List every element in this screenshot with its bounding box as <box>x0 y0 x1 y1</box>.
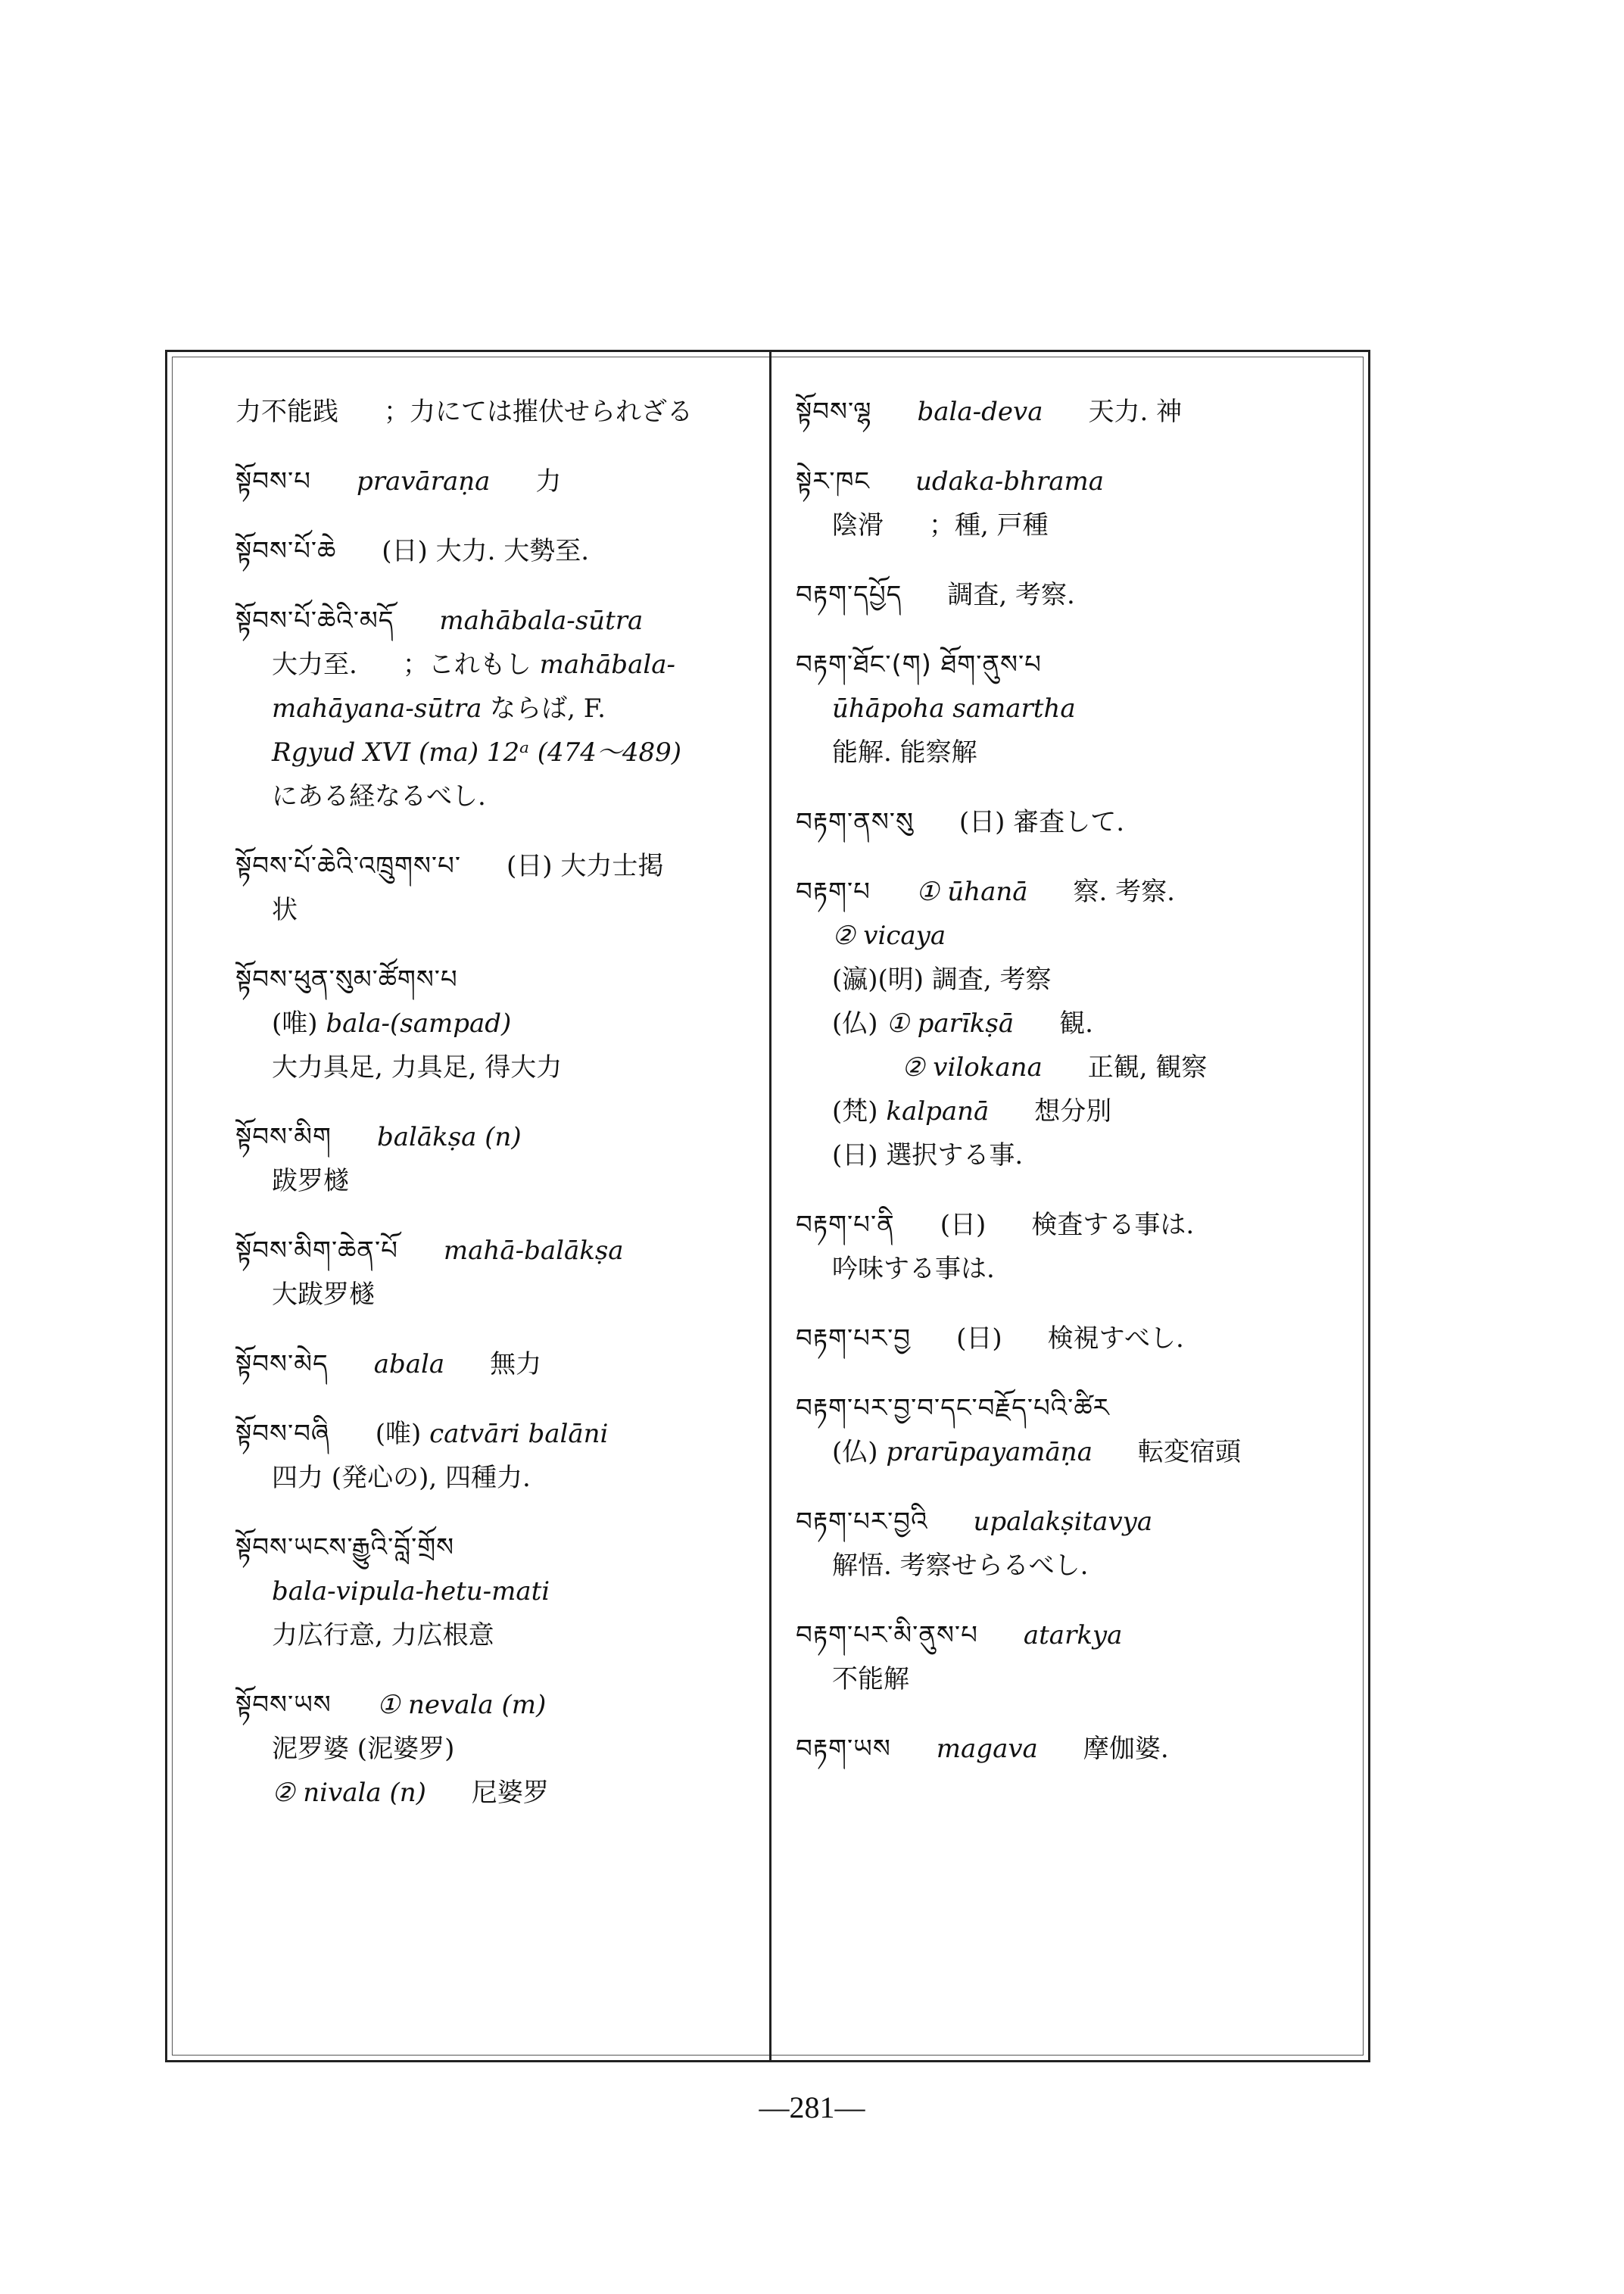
tibetan-term: སྟོབས་པོ་ཆེ <box>235 536 337 566</box>
japanese-gloss: 想分別 <box>1034 1096 1112 1127</box>
entry-definition-line <box>796 503 1356 547</box>
entry-definition-line <box>796 1247 1356 1291</box>
japanese-gloss: (唯) <box>375 1419 422 1449</box>
dictionary-entry <box>235 1342 758 1386</box>
japanese-gloss: にある経なるべし. <box>272 781 486 812</box>
entry-definition-line <box>235 643 758 687</box>
page-number: —281— <box>759 2090 865 2124</box>
japanese-gloss: 大跋罗檖 <box>272 1279 375 1310</box>
japanese-gloss: (仏) <box>832 1437 878 1467</box>
entry-headword-line <box>235 844 758 888</box>
japanese-gloss: 検視すべし. <box>1047 1323 1184 1354</box>
japanese-gloss: 調査, 考察. <box>947 580 1075 610</box>
entry-headword-line <box>796 1203 1356 1247</box>
tibetan-term: སྟོབས་པོ་ཆེའི་འཁྲུགས་པ་ <box>235 851 461 881</box>
japanese-gloss: 大力至. <box>272 650 357 680</box>
entry-definition-line <box>235 1771 758 1815</box>
entry-headword-line <box>796 870 1356 914</box>
dictionary-entry <box>796 1500 1356 1588</box>
japanese-gloss: 泥罗婆 (泥婆罗) <box>272 1734 455 1764</box>
japanese-gloss: 観. <box>1059 1008 1093 1039</box>
entry-headword-line <box>235 529 758 573</box>
tibetan-term: སྟོབས་ཡངས་རྒྱུའི་བློ་གྲོས <box>235 1532 455 1563</box>
japanese-gloss: 解悟. 考察せらるべし. <box>832 1551 1089 1581</box>
entry-headword-line <box>796 573 1356 617</box>
japanese-gloss: 能解. 能察解 <box>832 737 977 768</box>
entry-headword-line <box>235 958 758 1002</box>
dictionary-entry <box>796 1203 1356 1291</box>
entry-definition-line <box>235 1727 758 1771</box>
japanese-gloss: (唯) <box>272 1008 318 1039</box>
sanskrit-term: kalpanā <box>877 1096 990 1127</box>
tibetan-term: བརྟག་ཐོང་(ག) ཐོག་ནུས་པ <box>796 650 1042 680</box>
right-column <box>796 390 1356 2037</box>
tibetan-term: སྟེར་ཁང <box>796 466 870 497</box>
japanese-gloss: 正観, 観察 <box>1087 1052 1208 1083</box>
column-divider <box>769 352 771 2060</box>
sanskrit-term: ① parīkṣā <box>877 1008 1015 1039</box>
tibetan-term: སྟོབས་པ <box>235 466 311 497</box>
dictionary-entry <box>235 1115 758 1203</box>
japanese-gloss: (日) 選択する事. <box>832 1140 1024 1170</box>
entry-definition-line <box>235 1273 758 1317</box>
tibetan-term: བརྟག་པར་བྱ <box>796 1323 912 1354</box>
japanese-gloss: (日) 大力士掲 <box>507 851 664 881</box>
tibetan-term: བརྟག་ནས་སུ <box>796 807 914 837</box>
sanskrit-term: bala-vipula-hetu-mati <box>272 1576 550 1607</box>
tibetan-term: སྟོབས་ཕུན་སུམ་ཚོགས་པ <box>235 965 458 995</box>
japanese-gloss: (日) 審査して. <box>959 807 1125 837</box>
japanese-gloss: (日) <box>956 1323 1002 1354</box>
sanskrit-term: mahāyana-sūtra <box>272 693 491 724</box>
sanskrit-term: prarūpayamāṇa <box>877 1437 1093 1467</box>
sanskrit-term: mahābala-sūtra <box>439 606 644 636</box>
entry-definition-line <box>235 1159 758 1203</box>
sanskrit-term: ② nivala (n) <box>272 1778 426 1808</box>
dictionary-entry <box>796 870 1356 1177</box>
entry-definition-line <box>796 1133 1356 1177</box>
japanese-gloss: (日) 大力. 大勢至. <box>382 536 590 566</box>
sanskrit-term: Rgyud XVI (ma) 12ᵃ (474～489) <box>272 737 682 768</box>
entry-headword-line <box>796 390 1356 434</box>
dictionary-entry <box>796 1613 1356 1701</box>
tibetan-term: བརྟག་དཔྱོད <box>796 580 902 610</box>
tibetan-term: བརྟག་པར་བྱའི <box>796 1507 928 1537</box>
sanskrit-term: ② vicaya <box>832 921 946 951</box>
sanskrit-term: mahā-balākṣa <box>443 1236 624 1266</box>
entry-definition-line <box>796 1430 1356 1474</box>
sanskrit-term: catvāri balāni <box>421 1419 609 1449</box>
japanese-gloss: 吟味する事は. <box>832 1254 995 1284</box>
tibetan-term: སྟོབས་མིག་ཆེན་པོ <box>235 1236 398 1266</box>
japanese-gloss: 陰滑 <box>832 510 884 541</box>
entry-definition-line <box>796 731 1356 775</box>
tibetan-term: བརྟག་པ་ནི <box>796 1210 895 1240</box>
sanskrit-term: pravāraṇa <box>356 466 491 497</box>
entry-headword-line <box>235 460 758 503</box>
entry-definition-line <box>796 687 1356 731</box>
japanese-gloss: ；力にては摧伏せられざる <box>384 397 693 427</box>
left-column <box>235 390 758 2037</box>
entry-headword-line <box>796 1500 1356 1544</box>
japanese-gloss: 不能解 <box>832 1664 909 1694</box>
japanese-gloss: 転変宿頭 <box>1137 1437 1241 1467</box>
entry-definition-line <box>235 775 758 818</box>
dictionary-entry <box>235 1412 758 1500</box>
tibetan-term: བརྟག་པ <box>796 877 871 907</box>
sanskrit-term: magava <box>936 1734 1038 1764</box>
entry-definition-line <box>796 958 1356 1002</box>
sanskrit-term: balākṣa (n) <box>376 1122 522 1152</box>
tibetan-term: སྟོབས་ལྷ <box>796 397 872 427</box>
entry-headword-line <box>235 1342 758 1386</box>
japanese-gloss: 四力 (発心の), 四種力. <box>272 1463 531 1493</box>
dictionary-entry <box>796 1727 1356 1771</box>
japanese-gloss: 無力 <box>490 1349 542 1379</box>
japanese-gloss: ；種, 戸種 <box>929 510 1049 541</box>
entry-headword-line <box>796 643 1356 687</box>
dictionary-entry <box>796 460 1356 547</box>
entry-headword-line <box>796 1317 1356 1361</box>
sanskrit-term: mahābala- <box>531 650 675 680</box>
dictionary-entry <box>796 800 1356 844</box>
japanese-gloss: ；これもし <box>402 650 531 680</box>
japanese-gloss: 力不能践 <box>235 397 338 427</box>
japanese-gloss: 大力具足, 力具足, 得大力 <box>272 1052 563 1083</box>
dictionary-entry <box>796 1317 1356 1361</box>
entry-definition-line <box>235 687 758 731</box>
tibetan-term: སྟོབས་མེད <box>235 1349 329 1379</box>
tibetan-term: བརྟག་པར་བྱ་བ་དང་བརྗོད་པའི་ཚིར <box>796 1393 1110 1423</box>
dictionary-entry <box>796 390 1356 434</box>
entry-definition-line <box>796 1544 1356 1588</box>
dictionary-entry <box>235 529 758 573</box>
tibetan-term: སྟོབས་བཞི <box>235 1419 330 1449</box>
entry-headword-line <box>235 1115 758 1159</box>
entry-definition-line <box>235 731 758 775</box>
sanskrit-term: udaka-bhrama <box>915 466 1104 497</box>
japanese-gloss: 尼婆罗 <box>471 1778 549 1808</box>
entry-headword-line <box>796 1386 1356 1430</box>
sanskrit-term: upalakṣitavya <box>973 1507 1153 1537</box>
dictionary-entry <box>235 1683 758 1815</box>
entry-headword-line <box>235 390 758 434</box>
dictionary-entry <box>235 1229 758 1317</box>
sanskrit-term: atarkya <box>1023 1620 1123 1650</box>
tibetan-term: སྟོབས་མིག <box>235 1122 332 1152</box>
dictionary-entry <box>235 1526 758 1657</box>
japanese-gloss: 力 <box>535 466 562 497</box>
japanese-gloss: (日) <box>940 1210 987 1240</box>
japanese-gloss: 察. 考察. <box>1073 877 1175 907</box>
tibetan-term: བརྟག་པར་མི་ནུས་པ <box>796 1620 978 1650</box>
entry-definition-line <box>796 1002 1356 1046</box>
sanskrit-term: bala-(sampad) <box>317 1008 512 1039</box>
entry-headword-line <box>796 1613 1356 1657</box>
entry-definition-line <box>235 1002 758 1046</box>
entry-definition-line <box>796 914 1356 958</box>
dictionary-entry <box>235 460 758 503</box>
entry-headword-line <box>235 1526 758 1569</box>
entry-headword-line <box>235 1229 758 1273</box>
japanese-gloss: ならば, F. <box>490 693 606 724</box>
entry-definition-line <box>235 888 758 932</box>
dictionary-frame <box>165 350 1370 2062</box>
entry-definition-line <box>796 1046 1356 1089</box>
japanese-gloss: 力広行意, 力広根意 <box>272 1620 494 1650</box>
dictionary-entry <box>235 844 758 932</box>
japanese-gloss: 天力. 神 <box>1088 397 1183 427</box>
entry-definition-line <box>235 1456 758 1500</box>
entry-definition-line <box>235 1569 758 1613</box>
sanskrit-term: ūhāpoha samartha <box>832 693 1076 724</box>
entry-headword-line <box>796 460 1356 503</box>
sanskrit-term: ① nevala (m) <box>376 1690 547 1720</box>
dictionary-entry <box>796 1386 1356 1474</box>
japanese-gloss: 跋罗檖 <box>272 1166 349 1196</box>
dictionary-entry <box>235 958 758 1089</box>
entry-headword-line <box>235 1683 758 1727</box>
dictionary-entry <box>796 643 1356 775</box>
tibetan-term: སྟོབས་ཡས <box>235 1690 332 1720</box>
entry-definition-line <box>235 1046 758 1089</box>
japanese-gloss: 状 <box>272 895 298 925</box>
sanskrit-term: ① ūhanā <box>915 877 1028 907</box>
entry-headword-line <box>235 1412 758 1456</box>
japanese-gloss: 検査する事は. <box>1031 1210 1195 1240</box>
entry-headword-line <box>235 599 758 643</box>
japanese-gloss: (瀛)(明) 調査, 考察 <box>832 965 1052 995</box>
japanese-gloss: (仏) <box>832 1008 878 1039</box>
japanese-gloss: (梵) <box>832 1096 878 1127</box>
entry-headword-line <box>796 800 1356 844</box>
entry-definition-line <box>796 1657 1356 1701</box>
sanskrit-term: abala <box>373 1349 445 1379</box>
dictionary-entry <box>235 599 758 818</box>
entry-headword-line <box>796 1727 1356 1771</box>
entry-definition-line <box>796 1089 1356 1133</box>
entry-definition-line <box>235 1613 758 1657</box>
dictionary-entry <box>796 573 1356 617</box>
tibetan-term: བརྟག་ཡས <box>796 1734 891 1764</box>
sanskrit-term: bala-deva <box>917 397 1043 427</box>
japanese-gloss: 摩伽婆. <box>1083 1734 1169 1764</box>
sanskrit-term: ② vilokana <box>902 1052 1043 1083</box>
dictionary-entry <box>235 390 758 434</box>
tibetan-term: སྟོབས་པོ་ཆེའི་མདོ <box>235 606 394 636</box>
